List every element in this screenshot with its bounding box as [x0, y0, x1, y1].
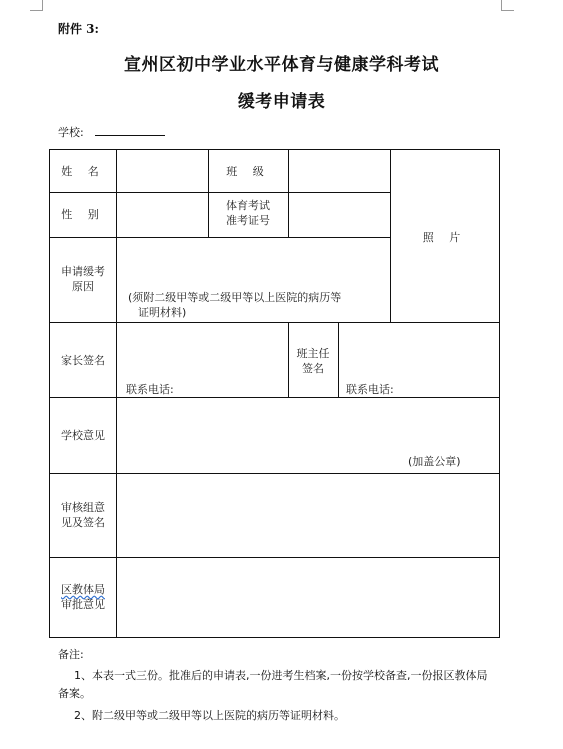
document-title: 宣州区初中学业水平体育与健康学科考试 — [124, 55, 439, 75]
photo-label: 照 片 — [422, 231, 467, 244]
reason-note-line1: (须附二级甲等或二级甲等以上医院的病历等 — [128, 291, 342, 304]
bureau-label — [50, 582, 116, 612]
application-form-table — [49, 149, 500, 638]
exam-id-label-line1: 体育考试 — [226, 199, 270, 212]
review-label — [50, 500, 116, 530]
exam-id-label-line2: 准考证号 — [226, 214, 270, 227]
bureau-label-line1: 区教体局 — [61, 583, 105, 596]
bureau-field[interactable] — [117, 558, 499, 637]
reason-note-line2: 证明材料) — [138, 306, 187, 319]
class-label: 班 级 — [226, 165, 270, 178]
teacher-sign-label-line2: 签名 — [302, 362, 324, 375]
reason-label — [50, 264, 116, 294]
name-field[interactable] — [117, 150, 208, 192]
exam-id-label — [208, 198, 288, 228]
teacher-phone-label: 联系电话: — [346, 383, 394, 396]
school-blank-line[interactable] — [95, 135, 165, 136]
review-field[interactable] — [117, 474, 499, 557]
gender-label: 性 别 — [61, 208, 105, 221]
parent-sign-label: 家长签名 — [61, 354, 105, 367]
note-item-2: 2、附二级甲等或二级甲等以上医院的病历等证明材料。 — [74, 709, 345, 722]
bureau-label-line2: 审批意见 — [61, 598, 105, 611]
reason-note — [128, 290, 390, 320]
gender-field[interactable] — [117, 193, 208, 237]
attachment-label: 附件 3: — [58, 22, 99, 36]
note-item-1: 1、本表一式三份。批准后的申请表,一份进考生档案,一份按学校备查,一份报区教体局备案。 — [58, 669, 488, 700]
name-label: 姓 名 — [61, 165, 105, 178]
document-subtitle: 缓考申请表 — [237, 92, 326, 112]
page-corner-mark-left — [30, 0, 43, 11]
seal-note: (加盖公章) — [408, 455, 461, 468]
page-corner-mark-right — [501, 0, 514, 11]
notes-title: 备注: — [58, 648, 84, 661]
parent-phone-label: 联系电话: — [126, 383, 174, 396]
teacher-sign-label-line1: 班主任 — [296, 347, 330, 360]
class-field[interactable] — [289, 150, 390, 192]
school-label: 学校: — [58, 126, 84, 139]
teacher-sign-label — [288, 346, 338, 376]
review-label-line2: 见及签名 — [61, 516, 105, 529]
review-label-line1: 审核组意 — [61, 501, 105, 514]
photo-box[interactable] — [391, 150, 499, 322]
exam-id-field[interactable] — [289, 193, 390, 237]
reason-label-line2: 原因 — [72, 280, 94, 293]
school-opinion-label: 学校意见 — [61, 429, 105, 442]
reason-label-line1: 申请缓考 — [61, 265, 105, 278]
